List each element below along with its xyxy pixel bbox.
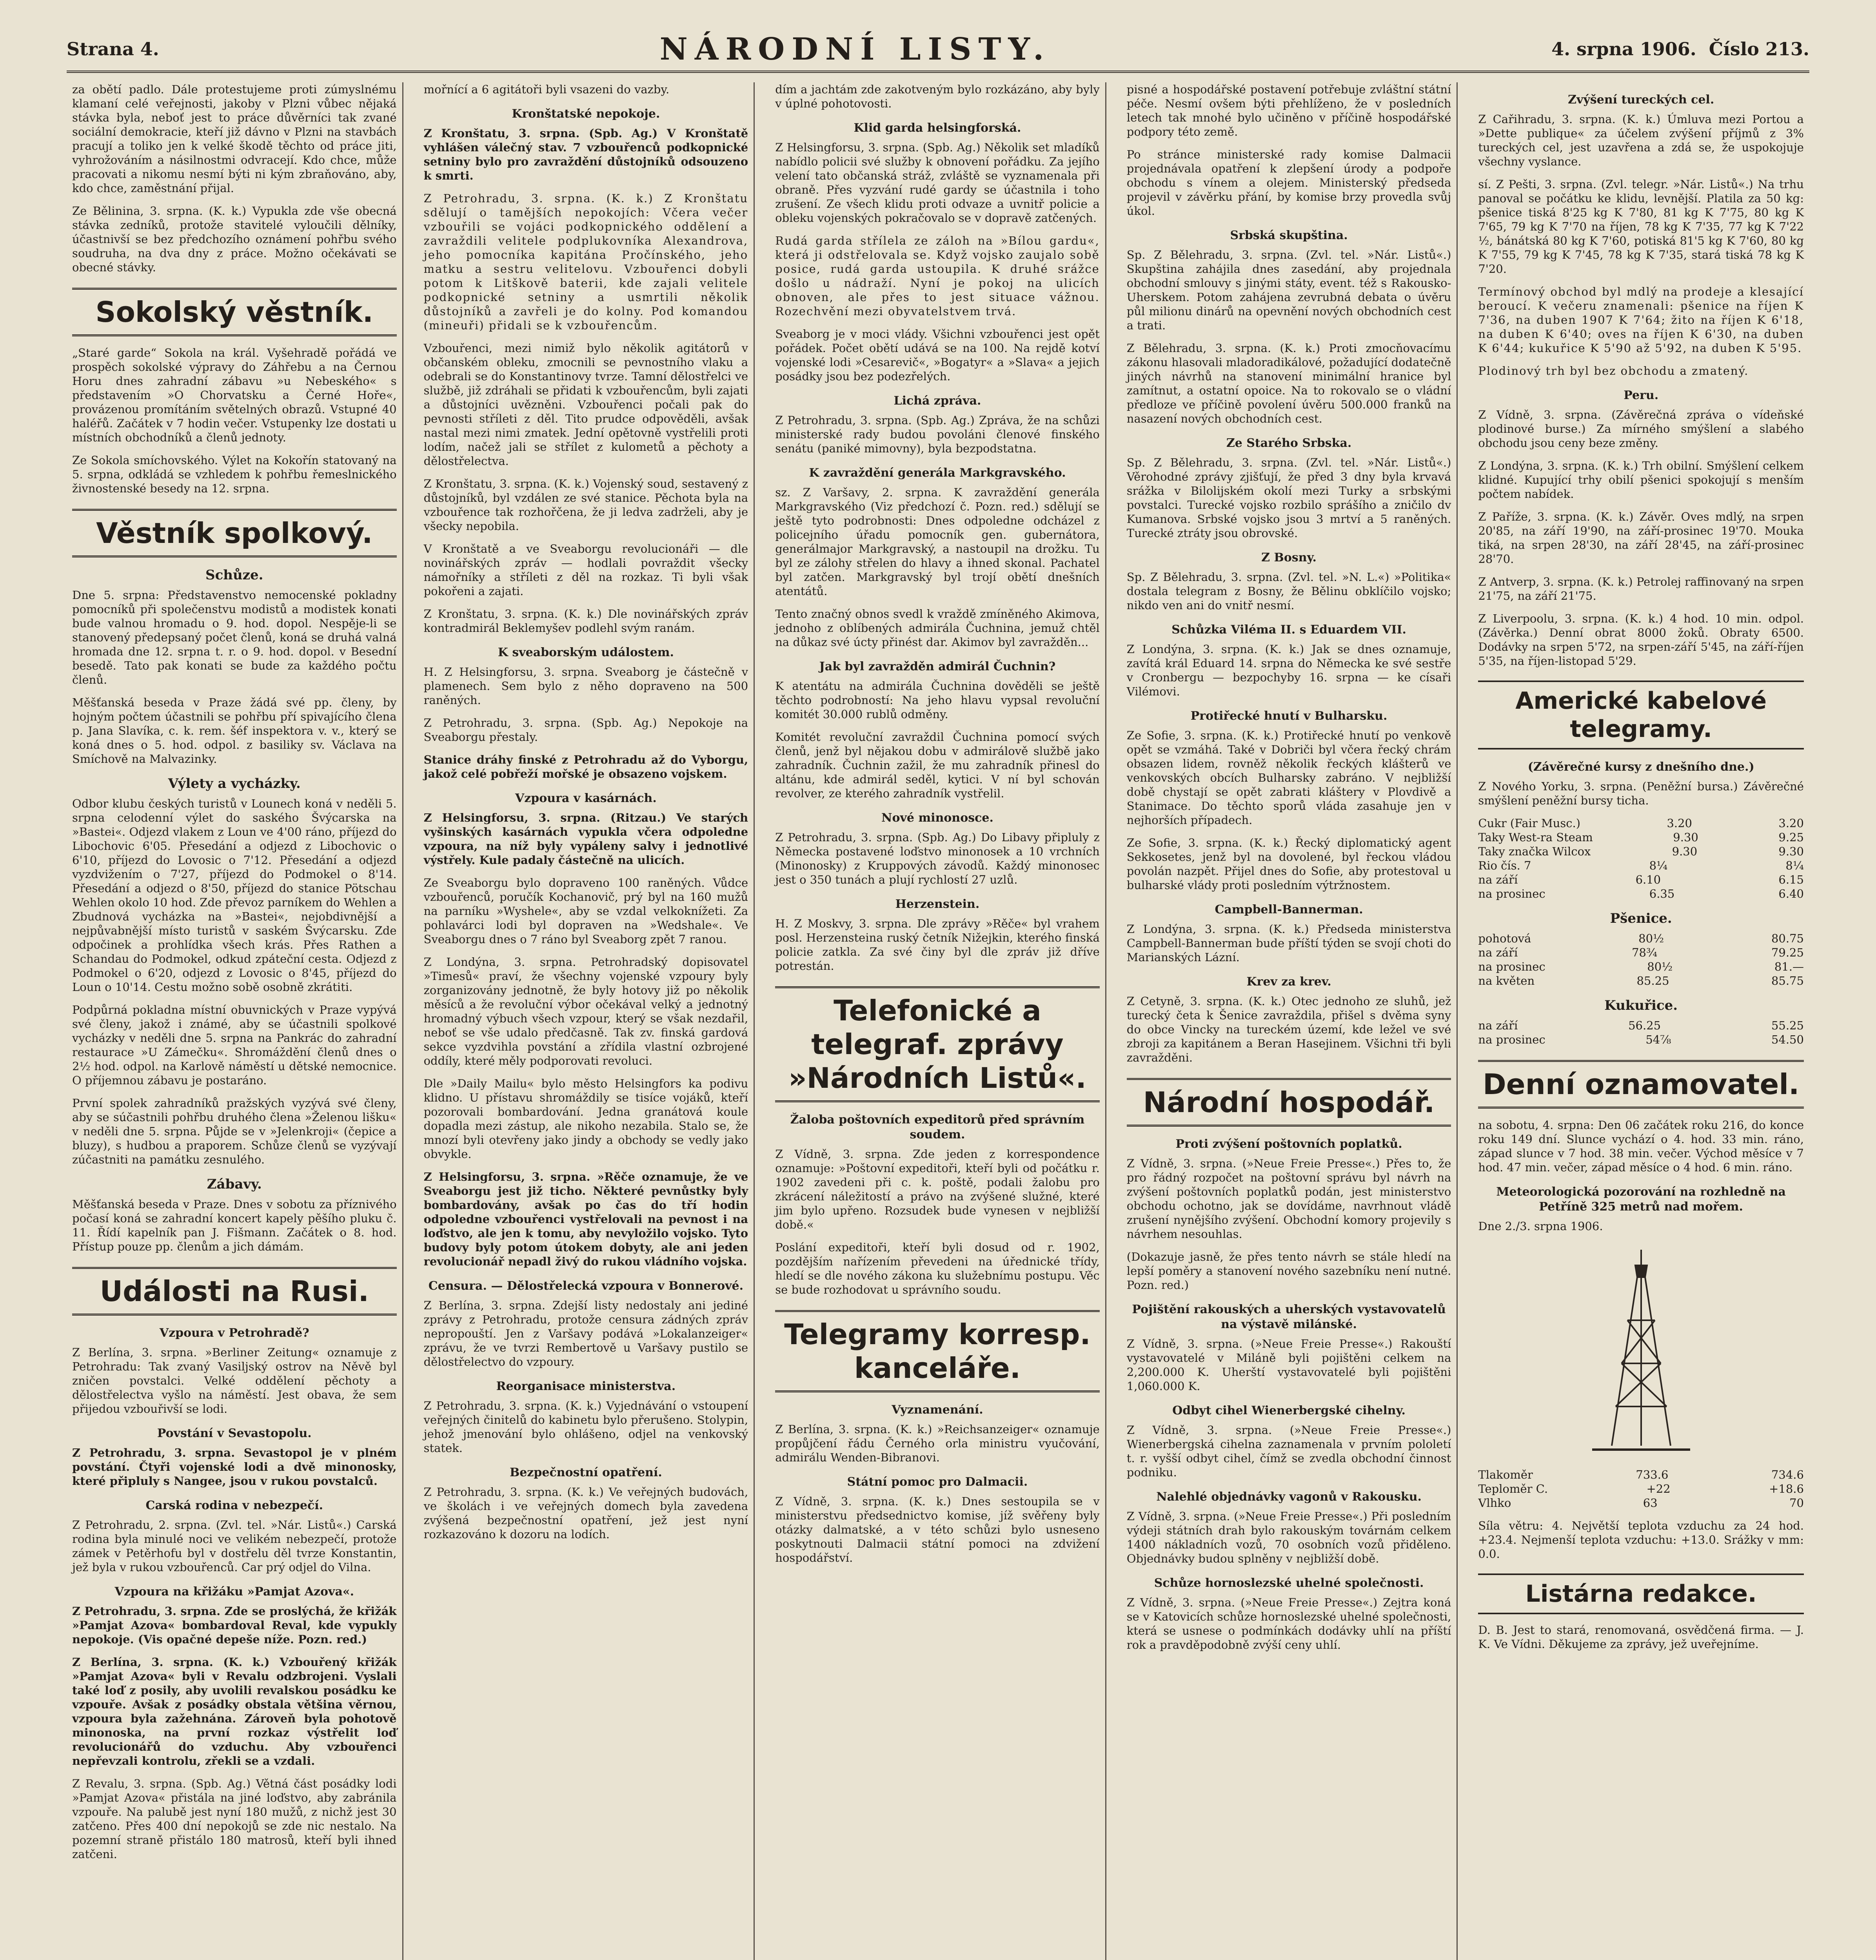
article-paragraph: (Dokazuje jasně, že přes tento návrh se stále hledí na lepší poměry a stanovení nového sazebníku není nutné. Pozn. red.) bbox=[1126, 1250, 1451, 1292]
article-paragraph: Ze Sokola smíchovského. Výlet na Kokořín statovaný na 5. srpna, odkládá se vzhledem k pohřbu řemeslnického živnostenské besedy na 12. srpna. bbox=[72, 454, 397, 495]
article-heading: K sveaborským událostem. bbox=[498, 646, 674, 659]
table-row: na prosinec 54⅞ 54.50 bbox=[1478, 1033, 1804, 1046]
column-2 bbox=[418, 82, 755, 1960]
lookout-tower-illustration bbox=[1576, 1242, 1706, 1461]
article-paragraph: na sobotu, 4. srpna: Den 06 začátek roku 216, do konce roku 149 dní. Slunce vychází o 4. hod. 33 min. ráno, západ slunce v 7 hod. 38 min. večer. Východ měsíce v 7 hod. 47 min. večer, západ měsíce o 4 hod. 6 min. ráno. bbox=[1478, 1118, 1804, 1174]
article-paragraph: Z Petrohradu, 3. srpna. (Spb. Ag.) Nepokoje na Sveaborgu přestaly. bbox=[423, 716, 748, 744]
article-paragraph: Z Vídně, 3. srpna. (»Neue Freie Presse«.) Při posledním výdeji státních drah bylo rakouským továrnám celkem 1400 nákladních vozů, 70 osobních vozů přiděleno. Objednávky budou splněny v nejbližší době. bbox=[1126, 1510, 1451, 1565]
article-paragraph: Sveaborg je v moci vlády. Všichni vzbouřenci jest opět pořádek. Počet obětí udává se na 100. Na rejdě kotví vojenské lodi »Cesarevič«, »Bogatyr« a »Slava« a jejich posádky jsou bez podezřelých. bbox=[775, 327, 1100, 383]
article-heading: Ze Starého Srbska. bbox=[1226, 436, 1352, 450]
article-heading: Vzpoura v kasárnách. bbox=[515, 791, 657, 805]
subsection-heading: Výlety a vycházky. bbox=[168, 776, 301, 791]
article-paragraph: Z Bělehradu, 3. srpna. (K. k.) Proti zmocňovacímu zákonu hlasovali mladoradikálové, požadující dodatečně jiných návrhů na stanovení minimální hranice byl zamítnut, a ostatní opoice. Na to rokovalo se o vládní předloze ve příčině povolení úvěru 500.000 franků na nasazení nových obchodních cest. bbox=[1126, 341, 1451, 425]
article-paragraph: K atentátu na admirála Čuchnina dověděli se ještě těchto podrobností: Na jeho hlavu vypsal revoluční komitét 30.000 rublů odměny. bbox=[775, 679, 1100, 721]
article-paragraph: Měšťanská beseda v Praze žádá své pp. členy, by hojným počtem účastnili se pohřbu pří spivajícího člena p. Jana Slavíka, c. k. rem. šéf inspektora v. v., který se koná dnes o 5. hod. odpol. z basiliky sv. Václava na Smíchově na Malvazinky. bbox=[72, 696, 397, 766]
article-heading: Meteorologická pozorování na rozhledně na Petříně 325 metrů nad mořem. bbox=[1496, 1185, 1786, 1214]
article-paragraph: Ze Bělinina, 3. srpna. (K. k.) Vypukla zde vše obecná stávka zedníků, protože stavitelé vyloučili dělníky, účastnivší se bez předchozího oznámení pohřbu svého soudruha, na dva dny z práce. Možno očekávati se obecné stávky. bbox=[72, 204, 397, 274]
article-heading: Schůzka Viléma II. s Eduardem VII. bbox=[1171, 623, 1406, 637]
article-paragraph: Sp. Z Bělehradu, 3. srpna. (Zvl. tel. »N. L.«) »Politika« dostala telegram z Bosny, že Bělinu obklíčilo vojsko; nikdo ven ani do vnitř nesmí. bbox=[1126, 570, 1451, 612]
column-3 bbox=[770, 82, 1106, 1960]
article-paragraph: Sp. Z Bělehradu, 3. srpna. (Zvl. tel. »Nár. Listů«.) Věrohodné zprávy zjišťují, že před 3 dny byla krvavá srážka v Bilolijském okolí mezi Turky a srbskými povstalci. Turecké vojsko rozbilo sprášího a zničilo dv Kumanova. Srbské vojsko jsou 3 mrtví a 5 raněných. Turecké ztráty jsou obrovské. bbox=[1126, 456, 1451, 540]
article-paragraph: Komitét revoluční zavraždil Čuchnina pomocí svých členů, jenž byl nějakou dobu v admirálově službě jako zahradník. Čuchnin zažil, že mu zahradník přinesl do altánu, kde admirál seděl, kytici. V ní byl schován revolver, ze kterého zahradník vystřelil. bbox=[775, 730, 1100, 800]
table-row: Taky West-ra Steam 9.30 9.25 bbox=[1478, 831, 1804, 844]
section-heading: Sokolský věstník. bbox=[72, 288, 397, 336]
article-paragraph: Síla větru: 4. Největší teplota vzduchu za 24 hod. +23.4. Nejmenší teplota vzduchu: +13.0. Srážky v mm: 0.0. bbox=[1478, 1519, 1804, 1561]
table-row: Taky značka Wilcox 9.30 9.30 bbox=[1478, 845, 1804, 858]
article-paragraph: V Kronštatě a ve Sveaborgu revolucionáři — dle novinářských zpráv — hodlali povraždit všecky námořníky a stříleti z děl na rozkaz. Ti byli však pokořeni a zajati. bbox=[423, 542, 748, 598]
article-heading: Vyznamenání. bbox=[892, 1403, 983, 1417]
table-row: na září 78¾ 79.25 bbox=[1478, 946, 1804, 959]
article-paragraph: Z Vídně, 3. srpna. (K. k.) Dnes sestoupila se v ministerstvu předsednictvo komise, jíž svěřeny byly otázky dalmatské, a v této schůzi bylo usneseno poskytnouti Dalmacii státní pomoci na zdvižení hospodářství. bbox=[775, 1495, 1100, 1564]
article-paragraph: Po stránce ministerské rady komise Dalmacii projednávala opatření k zlepšení úrody a podpoře obchodu s vínem a olejem. Ministerský předseda projevil v závěrku přání, by komise brzy provedla svůj úkol. bbox=[1126, 148, 1451, 218]
section-heading: Věstník spolkový. bbox=[72, 509, 397, 557]
column-1 bbox=[67, 82, 403, 1960]
article-heading: Peru. bbox=[1624, 388, 1659, 402]
section-heading: Národní hospodář. bbox=[1127, 1078, 1451, 1127]
article-paragraph: za obětí padlo. Dále protestujeme proti zúmyslnému klamaní celé veřejnosti, jakoby v Plzni vůbec nějaká stávka byla, neboť jest to práce důvěrníci tak zvané sociální demokracie, kteří již dávno v Plzni na stavbách pracují a toliko jen k velké škodě těchto od práce jiti, vyhrožováním a násilnostmi odvracejí. Kdo chce, může pracovati a nikomu nesmí býti ni kým zbraňováno, aby, kdo chce, zaměstnání přijal. bbox=[72, 83, 397, 195]
article-heading: Carská rodina v nebezpečí. bbox=[145, 1499, 323, 1512]
article-paragraph: Z Londýna, 3. srpna. (K. k.) Jak se dnes oznamuje, zavítá král Eduard 14. srpna do Německa ke své sestře v Cronbergu — bezpochyby 16. srpna — ke císaři Vilémovi. bbox=[1126, 642, 1451, 698]
article-heading: Kronštatské nepokoje. bbox=[512, 107, 660, 121]
article-heading: Povstání v Sevastopolu. bbox=[157, 1426, 312, 1440]
article-heading: Pojištění rakouských a uherských vystavovatelů na výstavě milánské. bbox=[1132, 1303, 1446, 1331]
article-paragraph: Z Cetyně, 3. srpna. (K. k.) Otec jednoho ze sluhů, jež turecký četa k Šenice zavraždila, přišel s dvěma syny do obce Vincky na tureckém území, kde ležel ve své zbroji za kapitánem a Beran Hasejinem. Všichni tři byli zavražděni. bbox=[1126, 995, 1451, 1064]
column-4 bbox=[1121, 82, 1458, 1960]
article-paragraph: Z Vídně, 3. srpna. (»Neue Freie Presse«.) Zejtra koná se v Katovicích schůze hornoslezské uhelné společnosti, která se usnese o podmínkách dodávky uhlí na příští rok a pravděpodobně zvýší ceny uhlí. bbox=[1126, 1596, 1451, 1651]
subsection-heading: Schůze. bbox=[205, 567, 263, 583]
article-paragraph: mořnící a 6 agitátoři byli vsazeni do vazby. bbox=[423, 83, 670, 96]
article-paragraph: Z Cařihradu, 3. srpna. (K. k.) Úmluva mezi Portou a »Dette publique« za účelem zvýšení příjmů z 3% tureckých cel, jest uzavřena a zdá se, že uspokojuje všechny vyslance. bbox=[1478, 113, 1804, 168]
article-paragraph: Z Petrohradu, 3. srpna. (K. k.) Vyjednávání o vstoupení veřejných činitelů do kabinetu bylo přerušeno. Stolypin, jehož jmenování bylo ohlášeno, odjel na venkovský statek. bbox=[423, 1399, 748, 1455]
article-paragraph: Z Vídně, 3. srpna. Zde jeden z korrespondence oznamuje: »Poštovní expeditoři, kteří byli od počátku r. 1902 zavedeni při c. k. poště, podali žalobu pro zkrácení náležitostí a právo na zvýšené služné, které jim bylo upřeno. Rozsudek bude vynesen v nejbližší době.« bbox=[775, 1147, 1100, 1231]
article-paragraph: Z Petrohradu, 3. srpna. Sevastopol je v plném povstání. Čtyři vojenské lodi a dvě minonosky, které připluly s Nangee, jsou v rukou povstalců. bbox=[72, 1446, 397, 1488]
article-paragraph: Z Vídně, 3. srpna. (»Neue Freie Presse«.) Wienerbergská cihelna zaznamenala v prvním pololetí t. r. vyšší odbyt cihel, čímž se zvedla obchodní činnost podniku. bbox=[1126, 1423, 1451, 1479]
table-row: Vlhko 63 70 bbox=[1478, 1496, 1804, 1510]
table-row: Teploměr C. +22 +18.6 bbox=[1478, 1482, 1804, 1495]
article-paragraph: Dle »Daily Mailu« bylo město Helsingfors ka podivu klidno. U přístavu shromáždily se tisíce vojáků, kteří pozorovali bombardování. Jedna granátová koule dopadla mezi zástup, ale nikoho nezabila. Stalo se, že mnozí byli otevřeny jako jindy a obchody se vedly jako obvykle. bbox=[423, 1077, 748, 1161]
article-paragraph: Z Vídně, 3. srpna. (»Neue Freie Presse«.) Rakouští vystavovatelé v Miláně byli pojištěni celkem na 2,200.000 K. Uherští vystavovatelé byli pojištěni 1,060.000 K. bbox=[1126, 1337, 1451, 1393]
section-heading: Telegramy korresp. kanceláře. bbox=[775, 1310, 1100, 1392]
article-paragraph: Z Petrohradu, 3. srpna. Zde se proslýchá, že křižák »Pamjat Azova« bombardoval Reval, kde vypukly nepokoje. (Vis opačné depeše níže. Pozn. red.) bbox=[72, 1604, 397, 1646]
price-table bbox=[1478, 931, 1804, 988]
table-row: Tlakoměr 733.6 734.6 bbox=[1478, 1468, 1804, 1481]
article-heading: Státní pomoc pro Dalmacii. bbox=[847, 1475, 1028, 1489]
page-number: Strana 4. bbox=[67, 38, 159, 60]
tower-icon bbox=[1592, 1250, 1690, 1450]
article-heading: Lichá zpráva. bbox=[894, 394, 981, 408]
article-heading: Krev za krev. bbox=[1246, 975, 1331, 989]
article-heading: K zavraždění generála Markgravského. bbox=[809, 466, 1066, 480]
section-heading: Americké kabelové telegramy. bbox=[1478, 681, 1804, 750]
article-paragraph: H. Z Helsingforsu, 3. srpna. Sveaborg je částečně v plamenech. Sem bylo z něho dopraveno na 500 raněných. bbox=[423, 665, 748, 707]
article-paragraph: Ze Sofie, 3. srpna. (K. k.) Řecký diplomatický agent Sekkosetes, jenž byl na dovolené, byl řeckou vládou povolán nazpět. Přijel dnes do Sofie, aby protestoval u bulharské vlády proti posledním výtržnostem. bbox=[1126, 836, 1451, 892]
article-heading: Srbská skupština. bbox=[1230, 229, 1348, 242]
table-row: Rio čís. 7 8¼ 8¼ bbox=[1478, 859, 1804, 872]
article-paragraph: Z Helsingforsu, 3. srpna. »Rěče oznamuje, že ve Sveaborgu jest již ticho. Některé pevnůstky byly bombardovány, avšak po čas do tří hodin odpoledne vzbouřenci vystřelovali na pevnost i na loďstvo, ale jen k tomu, aby nevyložilo vojsko. Tyto budovy byly potom útokem dobyty, ale ani jeden revolucionář nepadl živý do rukou vládního vojska. bbox=[423, 1170, 748, 1268]
table-row: pohotová 80½ 80.75 bbox=[1478, 932, 1804, 945]
article-heading: Censura. — Dělostřelecká vzpoura v Bonnerové. bbox=[428, 1279, 744, 1293]
article-heading: Vzpoura v Petrohradě? bbox=[159, 1326, 309, 1340]
article-heading: Schůze hornoslezské uhelné společnosti. bbox=[1154, 1576, 1424, 1590]
article-heading: Proti zvýšení poštovních poplatků. bbox=[1175, 1137, 1402, 1151]
article-paragraph: Z Petrohradu, 3. srpna. (Spb. Ag.) Do Libavy připluly z Německa postavené loďstvo minonosek a 10 vrchních (Minonosky) z Kruppových závodů. Každý minonosec jest o 350 tunách a plují rychlostí 27 uzlů. bbox=[775, 831, 1100, 886]
article-paragraph: Dne 2./3. srpna 1906. bbox=[1478, 1220, 1603, 1233]
article-paragraph: Z Petrohradu, 3. srpna. (Spb. Ag.) Zpráva, že na schůzi ministerské rady budou povoláni členové finského senátu (paniké mimovny), byla bezpodstatna. bbox=[775, 414, 1100, 455]
article-paragraph: Z Berlína, 3. srpna. (K. k.) »Reichsanzeiger« oznamuje propůjčení řádu Černého orla ministru vyučování, admirálu Wenden-Bibranovi. bbox=[775, 1423, 1100, 1464]
table-row: na prosinec 80½ 81.— bbox=[1478, 960, 1804, 973]
article-heading: Vzpoura na křižáku »Pamjat Azova«. bbox=[114, 1585, 354, 1599]
subsection-heading: Zábavy. bbox=[207, 1176, 262, 1192]
article-paragraph: Z Antverp, 3. srpna. (K. k.) Petrolej raffinovaný na srpen 21'75, na září 21'75. bbox=[1478, 575, 1804, 603]
article-heading: Zvýšení tureckých cel. bbox=[1568, 93, 1714, 107]
article-paragraph: Odbor klubu českých turistů v Lounech koná v neděli 5. srpna celodenní výlet do saského Švýcarska na »Bastei«. Odjezd vlakem z Loun ve 4'00 ráno, příjezd do Libochovic 6'05. Přesedání a odjezd z Libochovic o 6'10, příjezd do Lovosic o 7'12. Přesedání a odjezd vyzdvižením o 7'27, příjezd do Podmokel o 8'14. Přesedání a odjezd o 8'50, příjezd do stanice Pötschau Wehlen okolo 10 hod. Zde převoz parníkem do Wehlen a Zbudnová vycházka na »Bastei«, nejobdivnější a nejpůvabnější místo turistů v saském Švýcarsku. Zde odpočinek a prohlídka všech krás. Přes Rathen a Schandau do Podmokel, odkud zpáteční cesta. Odjezd z Podmokel o 6'20, odjezd z Lovosic o 8'45, příjezd do Loun o 10'14. Cestu možno sobě osobně zkrátiti. bbox=[72, 797, 397, 994]
article-paragraph: Z Nového Yorku, 3. srpna. (Peněžní bursa.) Závěrečné smýšlení peněžní bursy ticha. bbox=[1478, 780, 1804, 807]
article-paragraph: sz. Z Varšavy, 2. srpna. K zavraždění generála Markgravského (Viz předchozí č. Pozn. red.) sdělují se ještě tyto podrobnosti: Dnes odpoledne odcházel z policejního úřadu pomocník gen. gubernátora, generálmajor Markgravský, a nastoupil na drožku. Tu byl ze zálohy střelen do hlavy a ihned skonal. Pachatel byl zatčen. Markgravský byl trojí obětí dnešních atentátů. bbox=[775, 486, 1100, 598]
table-row: na září 6.10 6.15 bbox=[1478, 873, 1804, 886]
article-paragraph: Z Londýna, 3. srpna. (K. k.) Trh obilní. Smýšlení celkem klidné. Kupující trhy obilí pšenici spokojují s menším počtem nabídek. bbox=[1478, 459, 1804, 501]
article-paragraph: „Staré garde“ Sokola na král. Vyšehradě pořádá ve prospěch sokolské výpravy do Záhřebu a na Černou Horu dnes zahradní zábavu »u Nebeského« s představením »O Chorvatsku a Černé Hoře«, provázenou promítáním světelných obrazů. Vstupné 40 haléřů. Začátek v 7 hodin večer. Vstupenky lze dostati u místních obchodníků a členů jednoty. bbox=[72, 346, 397, 444]
weather-table bbox=[1478, 1468, 1804, 1510]
article-heading: Klid garda helsingforská. bbox=[854, 121, 1021, 135]
columns bbox=[67, 82, 1809, 1960]
section-heading: Telefonické a telegraf. zprávy »Národních Listů«. bbox=[775, 986, 1100, 1102]
article-paragraph: Plodinový trh byl bez obchodu a zmatený. bbox=[1478, 364, 1749, 377]
article-paragraph: dím a jachtám zde zakotveným bylo rozkázáno, aby byly v úplné pohotovosti. bbox=[775, 83, 1100, 110]
article-paragraph: Z Helsingforsu, 3. srpna. (Ritzau.) Ve starých vyšinských kasárnách vypukla včera odpoledne vzpoura, na níž byly vypáleny salvy i jednotlivé výstřely. Kule padaly částečně na ulicích. bbox=[423, 811, 748, 867]
article-paragraph: Sp. Z Bělehradu, 3. srpna. (Zvl. tel. »Nár. Listů«.) Skupština zahájila dnes zasedání, aby projednala obchodní smlouvy s jinými státy, event. též s Rakousko-Uherskem. Potom zahájena zevrubná debata o úvěru půl milionu dinárů na opevnění nových obchodních cest a trati. bbox=[1126, 248, 1451, 332]
article-paragraph: Měšťanská beseda v Praze. Dnes v sobotu za příznivého počasí koná se zahradní koncert kapely pěšího pluku č. 11. Řídí kapelník pan J. Fišmann. Začátek o 8. hod. Přístup pouze pp. členům a jich dámám. bbox=[72, 1198, 397, 1253]
article-heading: Z Bosny. bbox=[1261, 551, 1317, 564]
article-paragraph: Z Londýna, 3. srpna. Petrohradský dopisovatel »Timesů« praví, že všechny vojenské vzpoury byly zorganizovány jednotně, že byly hotovy již po několik měsíců a že revoluční výbor očekával velký a jednotný hromadný výbuch všech vzpour, který se však nezdařil, neboť se vše udalo předčasně. Tak zv. finská gardová sekce vyzdvihla povstání a zřídila vlastní ozbrojené oddíly, které měly podporovati revoluci. bbox=[423, 955, 748, 1067]
article-heading: Nové minonosce. bbox=[881, 811, 993, 825]
article-paragraph: H. Z Moskvy, 3. srpna. Dle zprávy »Rěče« byl vrahem posl. Herzensteina ruský četník Nižejkin, kterého finská policie zatkla. Za své činy byl dle zpráv již dříve potrestán. bbox=[775, 917, 1100, 973]
subsection-heading: Pšenice. bbox=[1610, 911, 1672, 926]
section-heading: Listárna redakce. bbox=[1478, 1573, 1804, 1614]
article-paragraph: Ze Sveaborgu bylo dopraveno 100 raněných. Vůdce vzbouřenců, poručík Kochanovič, prý byl na 160 mužů na parníku »Wyshele«, aby se vzdal velkoknížeti. Za pohlavárci lodi byl dopraven na »Wedshale«. Ve Sveaborgu dnes o 7 ráno byl Sveaborg zpět 7 ranou. bbox=[423, 876, 748, 946]
article-paragraph: Dne 5. srpna: Představenstvo nemocenské pokladny pomocníků při společenstvu modistů a modistek konati bude valnou hromadu o 9. hod. dopol. Nespěje-li se stanovený předepsaný počet členů, koná se druhá valná hromada dne 12. srpna t. r. o 9. hod. dopol. v Besední besedě. Tato pak konati se bude za každého počtu členů. bbox=[72, 588, 397, 686]
newspaper-title: NÁRODNÍ LISTY. bbox=[659, 31, 1051, 67]
article-heading: Žaloba poštovních expeditorů před správním soudem. bbox=[790, 1113, 1085, 1142]
article-paragraph: Stanice dráhy finské z Petrohradu až do Vyborgu, jakož celé pobřeží mořské je obsazeno vojskem. bbox=[423, 753, 748, 780]
article-paragraph: Z Kronštatu, 3. srpna. (K. k.) Vojenský soud, sestavený z důstojníků, byl vzdálen ze své stanice. Pěchota byla na vzbouřence tak rozhořčena, že ji ledva zadrželi, aby je všecky nepobila. bbox=[423, 477, 748, 533]
article-heading: Odbyt cihel Wienerbergské cihelny. bbox=[1172, 1404, 1406, 1417]
article-paragraph: sí. Z Pešti, 3. srpna. (Zvl. telegr. »Nár. Listů«.) Na trhu panoval se počátku ke klidu, levnější. Platila za 50 kg: pšenice tiská 8'25 kg K 7'80, 81 kg K 7'75, 80 kg K 7'65, 79 kg K 7'70 na říjen, 78 kg K 7'35, 77 kg K 7'22 ½, bánátská 80 kg K 7'60, potiská 81'5 kg K 7'60, 80 kg K 7'55, 79 kg K 7'45, 78 kg K 7'35, stará tiská 78 kg K 7'20. bbox=[1478, 178, 1804, 276]
article-heading: Jak byl zavražděn admirál Čuchnin? bbox=[819, 660, 1056, 673]
article-paragraph: Z Helsingforsu, 3. srpna. (Spb. Ag.) Několik set mladíků nabídlo policii své služby k obnovení pořádku. Za jejího velení tato občanská stráž, zvláště se vyznamenala při obraně. Přes vyzvání rudé gardy se účastnila i toho zrušení. Ze všech klidu proti odvaze a uvnitř policie a obleku vojenských pokračovalo se v dopravě zatčených. bbox=[775, 141, 1100, 225]
article-paragraph: Z Kronštatu, 3. srpna. (K. k.) Dle novinářských zpráv kontradmirál Beklemyšev podlehl svým ranám. bbox=[423, 607, 748, 635]
article-paragraph: Z Paříže, 3. srpna. (K. k.) Závěr. Oves mdlý, na srpen 20'85, na září 19'90, na září-prosinec 19'70. Mouka tiká, na srpen 28'30, na září 28'45, na září-prosinec 28'70. bbox=[1478, 510, 1804, 566]
column-5 bbox=[1473, 82, 1809, 1960]
article-paragraph: Z Liverpoolu, 3. srpna. (K. k.) 4 hod. 10 min. odpol. (Závěrka.) Denní obrat 8000 žoků. Obraty 6500. Dodávky na srpen 5'72, na srpen-září 5'45, na září-říjen 5'35, na říjen-listopad 5'29. bbox=[1478, 612, 1804, 668]
article-paragraph: Z Kronštatu, 3. srpna. (Spb. Ag.) V Kronštatě vyhlášen válečný stav. 7 vzbouřenců podkopnické setniny bylo pro zavraždění důstojníků odsouzeno k smrti. bbox=[423, 127, 748, 182]
subsection-heading: Kukuřice. bbox=[1604, 998, 1678, 1013]
article-heading: Reorganisace ministerstva. bbox=[496, 1379, 676, 1393]
article-paragraph: Z Berlína, 3. srpna. Zdejší listy nedostaly ani jediné zprávy z Petrohradu, protože censura zádných zpráv nepropouští. Jen z Varšavy podává »Lokalanzeiger« zprávu, že ve tvrzi Rembertově u Varšavy pustilo se dělostřelectvo do vzpoury. bbox=[423, 1299, 748, 1368]
section-heading: Události na Rusi. bbox=[72, 1267, 397, 1316]
article-paragraph: Ze Sofie, 3. srpna. (K. k.) Protiřecké hnutí po venkově opět se vzmáhá. Také v Dobriči byl včera řecký chrám obsazen lidem, rovněž několik řeckých klášterů ve venkovských obcích Bulharsky zabráno. V nejbližší době chystají se opět zabrati kláštery v Plovdivě a Stanimace. Do těchto sporů vláda zasahuje jen v nejhorších případech. bbox=[1126, 729, 1451, 827]
article-paragraph: Rudá garda střílela ze záloh na »Bílou gardu«, která ji odstřelovala se. Když vojsko zaujalo sobě posice, rudá garda ustoupila. K druhé srážce došlo u nádraží. Nyní je pokoj na ulicích obnoven, ale přes to jest situace vážnou. Rozechvění mezi obyvatelstvem trvá. bbox=[775, 234, 1100, 318]
article-paragraph: Termínový obchod byl mdlý na prodeje a klesající beroucí. K večeru znamenali: pšenice na říjen K 7'36, na duben 1907 K 7'64; žito na říjen K 6'18, na duben K 6'40; oves na říjen K 6'30, na duben K 6'44; kukuřice K 5'90 až 5'92, na duben K 5'95. bbox=[1478, 285, 1804, 355]
article-paragraph: Z Berlína, 3. srpna. »Berliner Zeitung« oznamuje z Petrohradu: Tak zvaný Vasiljský ostrov na Něvě byl zničen povstalci. Velké oddělení pěchoty a dělostřelectva vyšlo na náměstí. Jest obava, že sem přijedou vzbouřivší se lodi. bbox=[72, 1346, 397, 1416]
article-heading: Nalehlé objednávky vagonů v Rakousku. bbox=[1156, 1490, 1422, 1504]
article-paragraph: První spolek zahradníků pražských vyzývá své členy, aby se súčastnili pohřbu druhého člena »Želenou lišku« v neděli dne 5. srpna. Půjde se v »Jelenkroji« (čepice a bluzy), s hudbou a praporem. Schůze členů se vyzývají zúčastniti na památku zesnulého. bbox=[72, 1096, 397, 1166]
page-header bbox=[67, 27, 1809, 73]
article-heading: (Závěrečné kursy z dnešního dne.) bbox=[1527, 760, 1754, 774]
article-paragraph: Podpůrná pokladna místní obuvnických v Praze vypývá své členy, jakož i známé, aby se účastnili spolkové vycházky v neděli dne 5. srpna na Pankrác do zahradní restaurace »U Zámečku«. Shromáždění členů dnes o 2½ hod. odpol. na Karlově náměstí u dětské nemocnice. O příjemnou zábavu je postaráno. bbox=[72, 1003, 397, 1087]
table-row: na prosinec 6.35 6.40 bbox=[1478, 887, 1804, 900]
article-paragraph: Z Vídně, 3. srpna. (»Neue Freie Presse«.) Přes to, že pro řádný rozpočet na poštovní správu byl návrh na zvýšení poštovních poplatků podán, jest ministerstvo obchodu ochotno, jak se dovídáme, navrhnout vládě zrušení nynějšího zvýšení. Obchodní komory projevily s návrhem nesouhlas. bbox=[1126, 1157, 1451, 1241]
article-heading: Bezpečnostní opatření. bbox=[509, 1466, 662, 1479]
article-paragraph: Z Vídně, 3. srpna. (Závěrečná zpráva o vídeňské plodinové burse.) Za mírného smýšlení a slabého obchodu jsou ceny beze změny. bbox=[1478, 408, 1804, 450]
article-heading: Campbell-Bannerman. bbox=[1215, 903, 1363, 916]
article-heading: Protiřecké hnutí v Bulharsku. bbox=[1190, 709, 1387, 723]
article-paragraph: Vzbouřenci, mezi nimiž bylo několik agitátorů v občanském obleku, zmocnili se pevnostního vlaku a odebrali se do Konstantinovy tvrze. Tamní dělostřelci ve službě, již zdráhali se přidati k vzbouřencům, byli zajati a důstojníci uvězněni. Vzbouřenci počali pak do pevnosti stříleti z děl. Tito prudce odpověděli, avšak nastal mezi nimi zmatek. Jední opětovně vystřelili proti lodím, načež jali se střílet z kulometů a pěchoty a dělostřelectva. bbox=[423, 341, 748, 468]
price-table bbox=[1478, 816, 1804, 901]
section-heading: Denní oznamovatel. bbox=[1478, 1060, 1804, 1109]
article-paragraph: pisné a hospodářské postavení potřebuje zvláštní státní péče. Nesmí ovšem býti přehlíženo, že v posledních letech tak mnohé bylo učiněno v příčině hospodářské podpory této země. bbox=[1126, 83, 1451, 138]
table-row: na květen 85.25 85.75 bbox=[1478, 974, 1804, 987]
article-paragraph: Z Petrohradu, 3. srpna. (K. k.) Ve veřejných budovách, ve školách i ve veřejných domech byla zavedena zvýšená bezpečnostní opatření, jež jest nyní rozkazováno k dozoru na lodích. bbox=[423, 1485, 748, 1541]
article-paragraph: D. B. Jest to stará, renomovaná, osvědčená firma. — J. K. Ve Vídni. Děkujeme za zprávy, jež uveřejníme. bbox=[1478, 1623, 1804, 1651]
table-row: Cukr (Fair Musc.) 3.20 3.20 bbox=[1478, 817, 1804, 830]
issue-date: 4. srpna 1906. Číslo 213. bbox=[1551, 38, 1809, 60]
article-paragraph: Tento značný obnos svedl k vraždě zmíněného Akimova, jednoho z oblíbených admirála Čuchnina, jemuž chtěl na důkaz své úcty přinést dar. Akimov byl zavražděn... bbox=[775, 607, 1100, 649]
price-table bbox=[1478, 1018, 1804, 1047]
article-paragraph: Z Berlína, 3. srpna. (K. k.) Vzbouřený křižák »Pamjat Azova« byli v Revalu odzbrojeni. Vyslali také loď z posily, aby uvolili revalskou posádku ke vzpouře. Avšak z posádky obstala většina věrnou, vzpoura byla zažehnána. Zároveň byla pohotově minonoska, na první rozkaz výstřelit loď revolucionářů do vzduchu. Aby vzbouřenci nepřevzali kontrolu, zřekli se a vzdali. bbox=[72, 1655, 397, 1768]
table-row: na září 56.25 55.25 bbox=[1478, 1019, 1804, 1032]
article-paragraph: Z Revalu, 3. srpna. (Spb. Ag.) Větná část posádky lodi »Pamjat Azova« přistála na jiné loďstvo, aby zabránila vzpouře. Na palubě jest nyní 180 mužů, z nichž jest 30 zatčeno. Přes 400 dní nepokojů se zde nic nestalo. Na pozemní straně přistálo 180 matrosů, kteří byli ihned zatčeni. bbox=[72, 1777, 397, 1861]
article-paragraph: Z Petrohradu, 2. srpna. (Zvl. tel. »Nár. Listů«.) Carská rodina byla minulé noci ve velikém nebezpečí, protože zámek v Petěrhofu byl v dostřelu děl tvrze Konstantin, jež byla v rukou vzbouřenců. Car prý odjel do Vilna. bbox=[72, 1518, 397, 1574]
article-heading: Herzenstein. bbox=[895, 897, 980, 911]
article-paragraph: Z Petrohradu, 3. srpna. (K. k.) Z Kronštatu sdělují o tamějších nepokojích: Včera večer vzbouřili se vojáci podkopnického oddělení a zavraždili velitele podplukovníka Alexandrova, jeho pomocníka kapitána Pročínského, jeho matku a sestru velitelovu. Vzbouřenci dobyli potom k Litškově baterii, kde zajali velitele podkopnické setniny a usmrtili několik důstojníků a zavřeli je do kolny. Pod komandou (mineuři) přidali se k vzbouřencům. bbox=[423, 192, 748, 332]
article-paragraph: Z Londýna, 3. srpna. (K. k.) Předseda ministerstva Campbell-Bannerman bude příští týden se svojí choti do Marianských Lázní. bbox=[1126, 922, 1451, 964]
article-paragraph: Poslání expeditoři, kteří byli dosud od r. 1902, pozdějším nařízením převedeni na úřednické třídy, hledí se dle nového zákona ku služebnímu postupu. Věc se bude rozhodovat u správního soudu. bbox=[775, 1241, 1100, 1296]
